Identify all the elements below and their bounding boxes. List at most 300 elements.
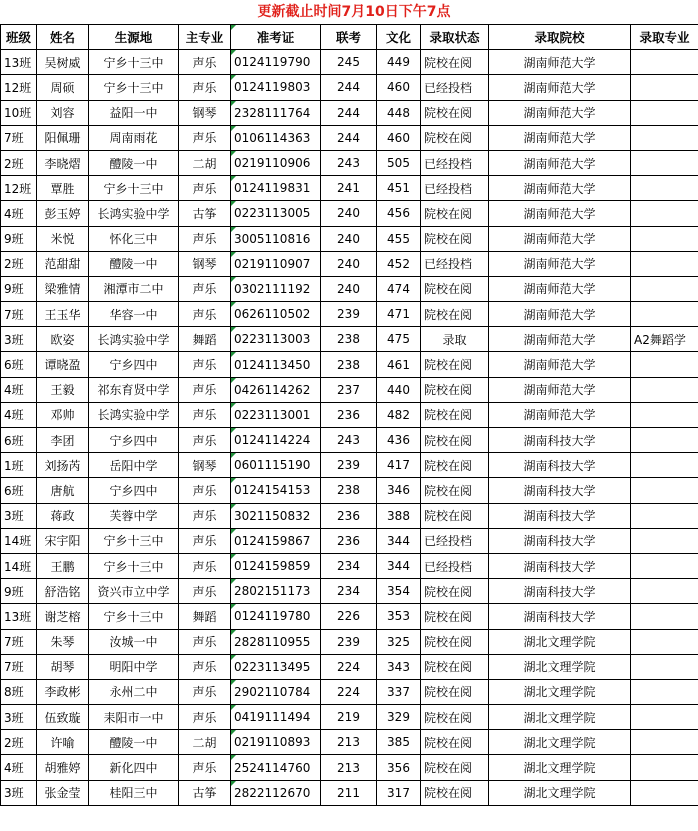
origin-school-cell[interactable]: 醴陵一中	[89, 730, 179, 755]
culture-score-cell[interactable]: 337	[377, 679, 421, 704]
major-cell[interactable]: 声乐	[179, 302, 231, 327]
admitted-major-cell[interactable]	[631, 201, 698, 226]
name-cell[interactable]: 王毅	[37, 377, 89, 402]
joint-exam-score-cell[interactable]: 238	[321, 478, 377, 503]
admission-status-cell[interactable]: 院校在阅	[421, 654, 489, 679]
class-cell[interactable]: 7班	[1, 654, 37, 679]
admission-status-cell[interactable]: 院校在阅	[421, 705, 489, 730]
joint-exam-score-cell[interactable]: 237	[321, 377, 377, 402]
name-cell[interactable]: 周硕	[37, 75, 89, 100]
culture-score-cell[interactable]: 325	[377, 629, 421, 654]
joint-exam-score-cell[interactable]: 245	[321, 50, 377, 75]
culture-score-cell[interactable]: 344	[377, 528, 421, 553]
major-cell[interactable]: 声乐	[179, 553, 231, 578]
origin-school-cell[interactable]: 新化四中	[89, 755, 179, 780]
joint-exam-score-cell[interactable]: 239	[321, 453, 377, 478]
name-cell[interactable]: 胡雅婷	[37, 755, 89, 780]
joint-exam-score-cell[interactable]: 238	[321, 327, 377, 352]
origin-school-cell[interactable]: 永州二中	[89, 679, 179, 704]
culture-score-cell[interactable]: 456	[377, 201, 421, 226]
admitted-college-cell[interactable]: 湖南师范大学	[489, 125, 631, 150]
name-cell[interactable]: 王玉华	[37, 302, 89, 327]
admission-status-cell[interactable]: 院校在阅	[421, 125, 489, 150]
admission-status-cell[interactable]: 院校在阅	[421, 453, 489, 478]
joint-exam-score-cell[interactable]: 236	[321, 402, 377, 427]
name-cell[interactable]: 朱琴	[37, 629, 89, 654]
admitted-major-cell[interactable]	[631, 352, 698, 377]
class-cell[interactable]: 4班	[1, 377, 37, 402]
admitted-major-cell[interactable]	[631, 629, 698, 654]
admitted-college-cell[interactable]: 湖南科技大学	[489, 553, 631, 578]
admitted-major-cell[interactable]	[631, 75, 698, 100]
admission-status-cell[interactable]: 院校在阅	[421, 503, 489, 528]
class-cell[interactable]: 4班	[1, 402, 37, 427]
major-cell[interactable]: 舞蹈	[179, 327, 231, 352]
class-cell[interactable]: 7班	[1, 629, 37, 654]
admitted-major-cell[interactable]	[631, 276, 698, 301]
admitted-major-cell[interactable]	[631, 100, 698, 125]
origin-school-cell[interactable]: 明阳中学	[89, 654, 179, 679]
major-cell[interactable]: 声乐	[179, 352, 231, 377]
column-header-admitted-major[interactable]: 录取专业	[631, 25, 698, 50]
admission-status-cell[interactable]: 已经投档	[421, 528, 489, 553]
name-cell[interactable]: 彭玉婷	[37, 201, 89, 226]
admitted-college-cell[interactable]: 湖南科技大学	[489, 478, 631, 503]
origin-school-cell[interactable]: 宁乡四中	[89, 478, 179, 503]
admitted-college-cell[interactable]: 湖北文理学院	[489, 705, 631, 730]
culture-score-cell[interactable]: 474	[377, 276, 421, 301]
origin-school-cell[interactable]: 耒阳市一中	[89, 705, 179, 730]
admitted-college-cell[interactable]: 湖南科技大学	[489, 428, 631, 453]
culture-score-cell[interactable]: 455	[377, 226, 421, 251]
major-cell[interactable]: 声乐	[179, 428, 231, 453]
origin-school-cell[interactable]: 长鸿实验中学	[89, 327, 179, 352]
admitted-major-cell[interactable]	[631, 478, 698, 503]
joint-exam-score-cell[interactable]: 213	[321, 730, 377, 755]
major-cell[interactable]: 声乐	[179, 679, 231, 704]
major-cell[interactable]: 钢琴	[179, 251, 231, 276]
admitted-college-cell[interactable]: 湖南师范大学	[489, 150, 631, 175]
column-header-joint-exam-score[interactable]: 联考	[321, 25, 377, 50]
origin-school-cell[interactable]: 湘潭市二中	[89, 276, 179, 301]
culture-score-cell[interactable]: 346	[377, 478, 421, 503]
origin-school-cell[interactable]: 宁乡十三中	[89, 176, 179, 201]
name-cell[interactable]: 谭晓盈	[37, 352, 89, 377]
admission-status-cell[interactable]: 院校在阅	[421, 352, 489, 377]
major-cell[interactable]: 古筝	[179, 201, 231, 226]
joint-exam-score-cell[interactable]: 211	[321, 780, 377, 805]
class-cell[interactable]: 13班	[1, 50, 37, 75]
origin-school-cell[interactable]: 怀化三中	[89, 226, 179, 251]
joint-exam-score-cell[interactable]: 241	[321, 176, 377, 201]
name-cell[interactable]: 李晓熠	[37, 150, 89, 175]
major-cell[interactable]: 声乐	[179, 579, 231, 604]
origin-school-cell[interactable]: 宁乡十三中	[89, 604, 179, 629]
admission-status-cell[interactable]: 院校在阅	[421, 679, 489, 704]
exam-id-cell[interactable]: 0223113495	[231, 654, 321, 679]
class-cell[interactable]: 9班	[1, 276, 37, 301]
admission-status-cell[interactable]: 院校在阅	[421, 780, 489, 805]
joint-exam-score-cell[interactable]: 226	[321, 604, 377, 629]
culture-score-cell[interactable]: 344	[377, 553, 421, 578]
culture-score-cell[interactable]: 343	[377, 654, 421, 679]
admitted-college-cell[interactable]: 湖南师范大学	[489, 352, 631, 377]
joint-exam-score-cell[interactable]: 236	[321, 503, 377, 528]
culture-score-cell[interactable]: 356	[377, 755, 421, 780]
joint-exam-score-cell[interactable]: 236	[321, 528, 377, 553]
major-cell[interactable]: 声乐	[179, 75, 231, 100]
admission-status-cell[interactable]: 院校在阅	[421, 730, 489, 755]
joint-exam-score-cell[interactable]: 238	[321, 352, 377, 377]
admitted-major-cell[interactable]	[631, 755, 698, 780]
admitted-college-cell[interactable]: 湖北文理学院	[489, 730, 631, 755]
name-cell[interactable]: 胡琴	[37, 654, 89, 679]
origin-school-cell[interactable]: 长鸿实验中学	[89, 201, 179, 226]
class-cell[interactable]: 3班	[1, 503, 37, 528]
joint-exam-score-cell[interactable]: 243	[321, 428, 377, 453]
class-cell[interactable]: 9班	[1, 579, 37, 604]
class-cell[interactable]: 10班	[1, 100, 37, 125]
name-cell[interactable]: 唐航	[37, 478, 89, 503]
class-cell[interactable]: 3班	[1, 705, 37, 730]
class-cell[interactable]: 7班	[1, 302, 37, 327]
major-cell[interactable]: 声乐	[179, 755, 231, 780]
culture-score-cell[interactable]: 440	[377, 377, 421, 402]
joint-exam-score-cell[interactable]: 240	[321, 201, 377, 226]
admission-status-cell[interactable]: 院校在阅	[421, 428, 489, 453]
origin-school-cell[interactable]: 宁乡四中	[89, 428, 179, 453]
name-cell[interactable]: 阳佩珊	[37, 125, 89, 150]
admission-status-cell[interactable]: 录取	[421, 327, 489, 352]
major-cell[interactable]: 声乐	[179, 629, 231, 654]
joint-exam-score-cell[interactable]: 234	[321, 553, 377, 578]
origin-school-cell[interactable]: 益阳一中	[89, 100, 179, 125]
name-cell[interactable]: 李团	[37, 428, 89, 453]
name-cell[interactable]: 张金莹	[37, 780, 89, 805]
culture-score-cell[interactable]: 388	[377, 503, 421, 528]
class-cell[interactable]: 12班	[1, 176, 37, 201]
admission-status-cell[interactable]: 院校在阅	[421, 276, 489, 301]
admission-status-cell[interactable]: 已经投档	[421, 150, 489, 175]
name-cell[interactable]: 吴树威	[37, 50, 89, 75]
admitted-major-cell[interactable]	[631, 528, 698, 553]
origin-school-cell[interactable]: 宁乡十三中	[89, 50, 179, 75]
exam-id-cell[interactable]: 0124113450	[231, 352, 321, 377]
column-header-admission-status[interactable]: 录取状态	[421, 25, 489, 50]
admitted-college-cell[interactable]: 湖南科技大学	[489, 528, 631, 553]
exam-id-cell[interactable]: 0223113003	[231, 327, 321, 352]
major-cell[interactable]: 声乐	[179, 125, 231, 150]
name-cell[interactable]: 覃胜	[37, 176, 89, 201]
class-cell[interactable]: 14班	[1, 553, 37, 578]
culture-score-cell[interactable]: 436	[377, 428, 421, 453]
exam-id-cell[interactable]: 3005110816	[231, 226, 321, 251]
admission-status-cell[interactable]: 院校在阅	[421, 755, 489, 780]
culture-score-cell[interactable]: 452	[377, 251, 421, 276]
joint-exam-score-cell[interactable]: 240	[321, 226, 377, 251]
culture-score-cell[interactable]: 475	[377, 327, 421, 352]
joint-exam-score-cell[interactable]: 244	[321, 75, 377, 100]
admitted-major-cell[interactable]	[631, 226, 698, 251]
major-cell[interactable]: 声乐	[179, 528, 231, 553]
admitted-college-cell[interactable]: 湖南科技大学	[489, 579, 631, 604]
admitted-major-cell[interactable]	[631, 705, 698, 730]
admission-status-cell[interactable]: 院校在阅	[421, 226, 489, 251]
admitted-major-cell[interactable]	[631, 654, 698, 679]
admission-status-cell[interactable]: 院校在阅	[421, 579, 489, 604]
admitted-major-cell[interactable]	[631, 302, 698, 327]
origin-school-cell[interactable]: 桂阳三中	[89, 780, 179, 805]
origin-school-cell[interactable]: 宁乡十三中	[89, 553, 179, 578]
exam-id-cell[interactable]: 0223113005	[231, 201, 321, 226]
column-header-admitted-college[interactable]: 录取院校	[489, 25, 631, 50]
major-cell[interactable]: 舞蹈	[179, 604, 231, 629]
exam-id-cell[interactable]: 0626110502	[231, 302, 321, 327]
admitted-major-cell[interactable]	[631, 251, 698, 276]
culture-score-cell[interactable]: 471	[377, 302, 421, 327]
name-cell[interactable]: 刘容	[37, 100, 89, 125]
origin-school-cell[interactable]: 岳阳中学	[89, 453, 179, 478]
class-cell[interactable]: 7班	[1, 125, 37, 150]
column-header-culture-score[interactable]: 文化	[377, 25, 421, 50]
admission-status-cell[interactable]: 已经投档	[421, 553, 489, 578]
admitted-major-cell[interactable]	[631, 402, 698, 427]
admitted-major-cell[interactable]	[631, 50, 698, 75]
admission-status-cell[interactable]: 院校在阅	[421, 629, 489, 654]
column-header-major[interactable]: 主专业	[179, 25, 231, 50]
joint-exam-score-cell[interactable]: 243	[321, 150, 377, 175]
culture-score-cell[interactable]: 451	[377, 176, 421, 201]
class-cell[interactable]: 1班	[1, 453, 37, 478]
exam-id-cell[interactable]: 0219110893	[231, 730, 321, 755]
origin-school-cell[interactable]: 汝城一中	[89, 629, 179, 654]
major-cell[interactable]: 声乐	[179, 478, 231, 503]
class-cell[interactable]: 9班	[1, 226, 37, 251]
admitted-major-cell[interactable]	[631, 730, 698, 755]
culture-score-cell[interactable]: 460	[377, 125, 421, 150]
admitted-college-cell[interactable]: 湖南师范大学	[489, 176, 631, 201]
name-cell[interactable]: 米悦	[37, 226, 89, 251]
admitted-major-cell[interactable]: A2舞蹈学	[631, 327, 698, 352]
culture-score-cell[interactable]: 449	[377, 50, 421, 75]
admitted-college-cell[interactable]: 湖南师范大学	[489, 201, 631, 226]
major-cell[interactable]: 声乐	[179, 402, 231, 427]
origin-school-cell[interactable]: 宁乡四中	[89, 352, 179, 377]
major-cell[interactable]: 钢琴	[179, 100, 231, 125]
exam-id-cell[interactable]: 0302111192	[231, 276, 321, 301]
exam-id-cell[interactable]: 0601115190	[231, 453, 321, 478]
name-cell[interactable]: 梁雅情	[37, 276, 89, 301]
column-header-origin-school[interactable]: 生源地	[89, 25, 179, 50]
admission-status-cell[interactable]: 院校在阅	[421, 302, 489, 327]
admitted-college-cell[interactable]: 湖南科技大学	[489, 503, 631, 528]
class-cell[interactable]: 6班	[1, 478, 37, 503]
major-cell[interactable]: 钢琴	[179, 453, 231, 478]
culture-score-cell[interactable]: 460	[377, 75, 421, 100]
admission-status-cell[interactable]: 已经投档	[421, 176, 489, 201]
joint-exam-score-cell[interactable]: 224	[321, 679, 377, 704]
joint-exam-score-cell[interactable]: 219	[321, 705, 377, 730]
major-cell[interactable]: 声乐	[179, 276, 231, 301]
name-cell[interactable]: 范甜甜	[37, 251, 89, 276]
admitted-major-cell[interactable]	[631, 553, 698, 578]
exam-id-cell[interactable]: 2828110955	[231, 629, 321, 654]
admitted-college-cell[interactable]: 湖南师范大学	[489, 327, 631, 352]
origin-school-cell[interactable]: 宁乡十三中	[89, 75, 179, 100]
column-header-exam-id[interactable]: 准考证	[231, 25, 321, 50]
joint-exam-score-cell[interactable]: 239	[321, 629, 377, 654]
admitted-major-cell[interactable]	[631, 125, 698, 150]
major-cell[interactable]: 声乐	[179, 377, 231, 402]
admitted-college-cell[interactable]: 湖南师范大学	[489, 302, 631, 327]
admitted-major-cell[interactable]	[631, 604, 698, 629]
admitted-college-cell[interactable]: 湖南师范大学	[489, 251, 631, 276]
joint-exam-score-cell[interactable]: 244	[321, 100, 377, 125]
class-cell[interactable]: 4班	[1, 755, 37, 780]
admitted-major-cell[interactable]	[631, 377, 698, 402]
exam-id-cell[interactable]: 2524114760	[231, 755, 321, 780]
admitted-college-cell[interactable]: 湖南师范大学	[489, 50, 631, 75]
exam-id-cell[interactable]: 0124154153	[231, 478, 321, 503]
admitted-major-cell[interactable]	[631, 780, 698, 805]
culture-score-cell[interactable]: 417	[377, 453, 421, 478]
exam-id-cell[interactable]: 2822112670	[231, 780, 321, 805]
major-cell[interactable]: 声乐	[179, 226, 231, 251]
admitted-college-cell[interactable]: 湖北文理学院	[489, 654, 631, 679]
name-cell[interactable]: 邓帅	[37, 402, 89, 427]
origin-school-cell[interactable]: 芙蓉中学	[89, 503, 179, 528]
origin-school-cell[interactable]: 华容一中	[89, 302, 179, 327]
class-cell[interactable]: 12班	[1, 75, 37, 100]
name-cell[interactable]: 欧姿	[37, 327, 89, 352]
admitted-major-cell[interactable]	[631, 503, 698, 528]
admitted-college-cell[interactable]: 湖南师范大学	[489, 276, 631, 301]
admitted-college-cell[interactable]: 湖北文理学院	[489, 629, 631, 654]
admitted-college-cell[interactable]: 湖南师范大学	[489, 100, 631, 125]
joint-exam-score-cell[interactable]: 240	[321, 251, 377, 276]
exam-id-cell[interactable]: 2902110784	[231, 679, 321, 704]
admitted-college-cell[interactable]: 湖北文理学院	[489, 755, 631, 780]
culture-score-cell[interactable]: 448	[377, 100, 421, 125]
class-cell[interactable]: 3班	[1, 780, 37, 805]
class-cell[interactable]: 4班	[1, 201, 37, 226]
admission-status-cell[interactable]: 院校在阅	[421, 100, 489, 125]
admitted-college-cell[interactable]: 湖南科技大学	[489, 453, 631, 478]
exam-id-cell[interactable]: 0219110906	[231, 150, 321, 175]
origin-school-cell[interactable]: 醴陵一中	[89, 251, 179, 276]
admitted-college-cell[interactable]: 湖南师范大学	[489, 402, 631, 427]
origin-school-cell[interactable]: 周南雨花	[89, 125, 179, 150]
admission-status-cell[interactable]: 院校在阅	[421, 478, 489, 503]
exam-id-cell[interactable]: 0124119790	[231, 50, 321, 75]
class-cell[interactable]: 6班	[1, 428, 37, 453]
column-header-class[interactable]: 班级	[1, 25, 37, 50]
admission-status-cell[interactable]: 院校在阅	[421, 201, 489, 226]
exam-id-cell[interactable]: 0219110907	[231, 251, 321, 276]
class-cell[interactable]: 14班	[1, 528, 37, 553]
joint-exam-score-cell[interactable]: 224	[321, 654, 377, 679]
admitted-college-cell[interactable]: 湖南科技大学	[489, 604, 631, 629]
name-cell[interactable]: 李政彬	[37, 679, 89, 704]
culture-score-cell[interactable]: 385	[377, 730, 421, 755]
admitted-college-cell[interactable]: 湖北文理学院	[489, 679, 631, 704]
name-cell[interactable]: 伍致璇	[37, 705, 89, 730]
joint-exam-score-cell[interactable]: 239	[321, 302, 377, 327]
joint-exam-score-cell[interactable]: 244	[321, 125, 377, 150]
admitted-college-cell[interactable]: 湖南师范大学	[489, 75, 631, 100]
class-cell[interactable]: 8班	[1, 679, 37, 704]
class-cell[interactable]: 2班	[1, 730, 37, 755]
major-cell[interactable]: 二胡	[179, 730, 231, 755]
class-cell[interactable]: 6班	[1, 352, 37, 377]
origin-school-cell[interactable]: 宁乡十三中	[89, 528, 179, 553]
class-cell[interactable]: 3班	[1, 327, 37, 352]
exam-id-cell[interactable]: 0124159867	[231, 528, 321, 553]
major-cell[interactable]: 声乐	[179, 503, 231, 528]
name-cell[interactable]: 许喻	[37, 730, 89, 755]
admission-status-cell[interactable]: 已经投档	[421, 251, 489, 276]
culture-score-cell[interactable]: 461	[377, 352, 421, 377]
exam-id-cell[interactable]: 0124159859	[231, 553, 321, 578]
admitted-major-cell[interactable]	[631, 579, 698, 604]
exam-id-cell[interactable]: 0124119831	[231, 176, 321, 201]
admission-status-cell[interactable]: 院校在阅	[421, 377, 489, 402]
class-cell[interactable]: 2班	[1, 251, 37, 276]
joint-exam-score-cell[interactable]: 234	[321, 579, 377, 604]
admission-status-cell[interactable]: 院校在阅	[421, 604, 489, 629]
exam-id-cell[interactable]: 0124119803	[231, 75, 321, 100]
exam-id-cell[interactable]: 3021150832	[231, 503, 321, 528]
exam-id-cell[interactable]: 0106114363	[231, 125, 321, 150]
exam-id-cell[interactable]: 2802151173	[231, 579, 321, 604]
admitted-major-cell[interactable]	[631, 453, 698, 478]
admitted-college-cell[interactable]: 湖北文理学院	[489, 780, 631, 805]
origin-school-cell[interactable]: 长鸿实验中学	[89, 402, 179, 427]
major-cell[interactable]: 声乐	[179, 50, 231, 75]
name-cell[interactable]: 谢芝榕	[37, 604, 89, 629]
culture-score-cell[interactable]: 354	[377, 579, 421, 604]
major-cell[interactable]: 二胡	[179, 150, 231, 175]
exam-id-cell[interactable]: 0124119780	[231, 604, 321, 629]
admitted-college-cell[interactable]: 湖南师范大学	[489, 377, 631, 402]
exam-id-cell[interactable]: 0223113001	[231, 402, 321, 427]
admitted-college-cell[interactable]: 湖南师范大学	[489, 226, 631, 251]
name-cell[interactable]: 蒋政	[37, 503, 89, 528]
admission-status-cell[interactable]: 院校在阅	[421, 402, 489, 427]
name-cell[interactable]: 舒浩铭	[37, 579, 89, 604]
exam-id-cell[interactable]: 2328111764	[231, 100, 321, 125]
culture-score-cell[interactable]: 329	[377, 705, 421, 730]
admitted-major-cell[interactable]	[631, 428, 698, 453]
admitted-major-cell[interactable]	[631, 150, 698, 175]
origin-school-cell[interactable]: 醴陵一中	[89, 150, 179, 175]
exam-id-cell[interactable]: 0419111494	[231, 705, 321, 730]
joint-exam-score-cell[interactable]: 213	[321, 755, 377, 780]
admitted-major-cell[interactable]	[631, 176, 698, 201]
name-cell[interactable]: 王鹏	[37, 553, 89, 578]
culture-score-cell[interactable]: 317	[377, 780, 421, 805]
origin-school-cell[interactable]: 祁东育贤中学	[89, 377, 179, 402]
name-cell[interactable]: 宋宇阳	[37, 528, 89, 553]
major-cell[interactable]: 声乐	[179, 705, 231, 730]
major-cell[interactable]: 声乐	[179, 654, 231, 679]
exam-id-cell[interactable]: 0426114262	[231, 377, 321, 402]
major-cell[interactable]: 声乐	[179, 176, 231, 201]
admitted-major-cell[interactable]	[631, 679, 698, 704]
exam-id-cell[interactable]: 0124114224	[231, 428, 321, 453]
class-cell[interactable]: 2班	[1, 150, 37, 175]
joint-exam-score-cell[interactable]: 240	[321, 276, 377, 301]
